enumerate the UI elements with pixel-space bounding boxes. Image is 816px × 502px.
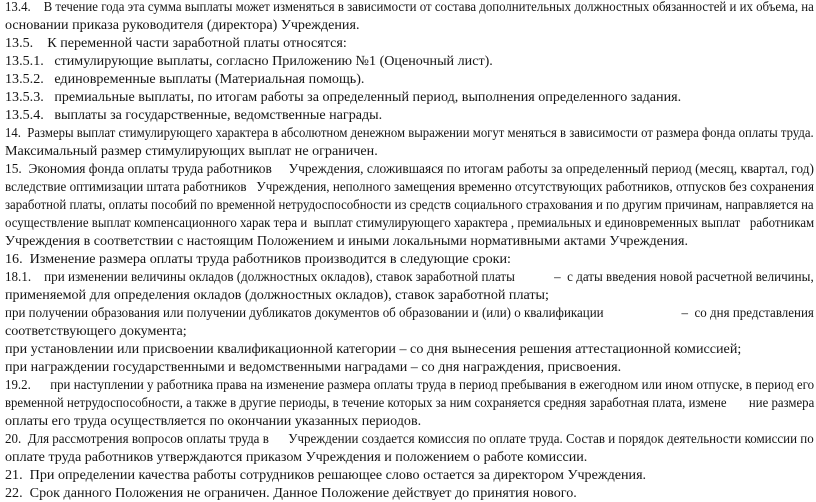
text-line: 14. Размеры выплат стимулирующего характера в абсолютном денежном выражении могут меняться в зависимости от размера фонда оплаты труда.	[5, 125, 814, 141]
text-line: Учреждения в соответствии с настоящим Положением и иными локальными нормативными актами Учреждения.	[5, 233, 688, 249]
text-line: соответствующего документа;	[5, 323, 187, 339]
text-line: 19.2. при наступлении у работника права на изменение размера оплаты труда в период пребывания в ежегодном или ином отпуске, в период его	[5, 377, 815, 393]
text-line: 13.5.3. премиальные выплаты, по итогам работы за определенный период, выполнения определенного задания.	[5, 89, 682, 105]
text-line: при установлении или присвоении квалификационной категории – со дня вынесения решения аттестационной комиссией;	[5, 341, 742, 357]
text-line: 20. Для рассмотрения вопросов оплаты труда в Учреждении создается комиссия по оплате труда. Состав и порядок деятельности комиссии по	[5, 431, 814, 447]
text-line: оплате труда работников утверждаются приказом Учреждения и положением о работе комиссии.	[5, 449, 588, 465]
text-line: основании приказа руководителя (директора) Учреждения.	[5, 17, 360, 33]
text-line: 15. Экономия фонда оплаты труда работников Учреждения, сложившаяся по итогам работы за определенный период (месяц, квартал, год)	[5, 161, 814, 177]
text-line: 18.1. при изменении величины окладов (должностных окладов), ставок заработной платы – с даты введения новой расчетной величины,	[5, 269, 814, 285]
text-line: оплаты его труда осуществляется по окончании указанных периодов.	[5, 413, 422, 429]
text-line: 13.5.4. выплаты за государственные, ведомственные награды.	[5, 107, 383, 123]
text-line: осуществление выплат компенсационного харак тера и выплат стимулирующего характера , премиальных и единовременных выплат работникам	[5, 215, 815, 231]
text-line: 13.5. К переменной части заработной платы относятся:	[5, 35, 347, 51]
text-line: 13.5.1. стимулирующие выплаты, согласно Приложению №1 (Оценочный лист).	[5, 53, 493, 69]
text-line: 13.5.2. единовременные выплаты (Материальная помощь).	[5, 71, 365, 87]
text-line: применяемой для определения окладов (должностных окладов), ставок заработной платы;	[5, 287, 549, 303]
text-line: временной нетрудоспособности, а также в другие периоды, в течение которых за ним сохраняется средняя заработная плата, измене ние размера	[5, 395, 815, 411]
text-line: 16. Изменение размера оплаты труда работников производится в следующие сроки:	[5, 251, 511, 267]
text-line: при награждении государственными и ведомственными наградами – со дня награждения, присвоения.	[5, 359, 622, 375]
text-line: 22. Срок данного Положения не ограничен. Данное Положение действует до принятия нового.	[5, 485, 577, 501]
text-line: 21. При определении качества работы сотрудников решающее слово остается за директором Учреждения.	[5, 467, 647, 483]
text-line: 13.4. В течение года эта сумма выплаты может изменяться в зависимости от состава дополнительных должностных обязанностей и их объема, на	[5, 0, 814, 15]
text-line: при получении образования или получении дубликатов документов об образовании и (или) о квалификации – со дня представления	[5, 305, 814, 321]
text-line: заработной платы, оплаты пособий по временной нетрудоспособности из средств социального страхования и по другим причинам, направляется на	[5, 197, 814, 213]
text-line: вследствие оптимизации штата работников Учреждения, неполного замещения временно отсутствующих работников, отпусков без сохранения	[5, 179, 814, 195]
text-line: Максимальный размер стимулирующих выплат не ограничен.	[5, 143, 378, 159]
